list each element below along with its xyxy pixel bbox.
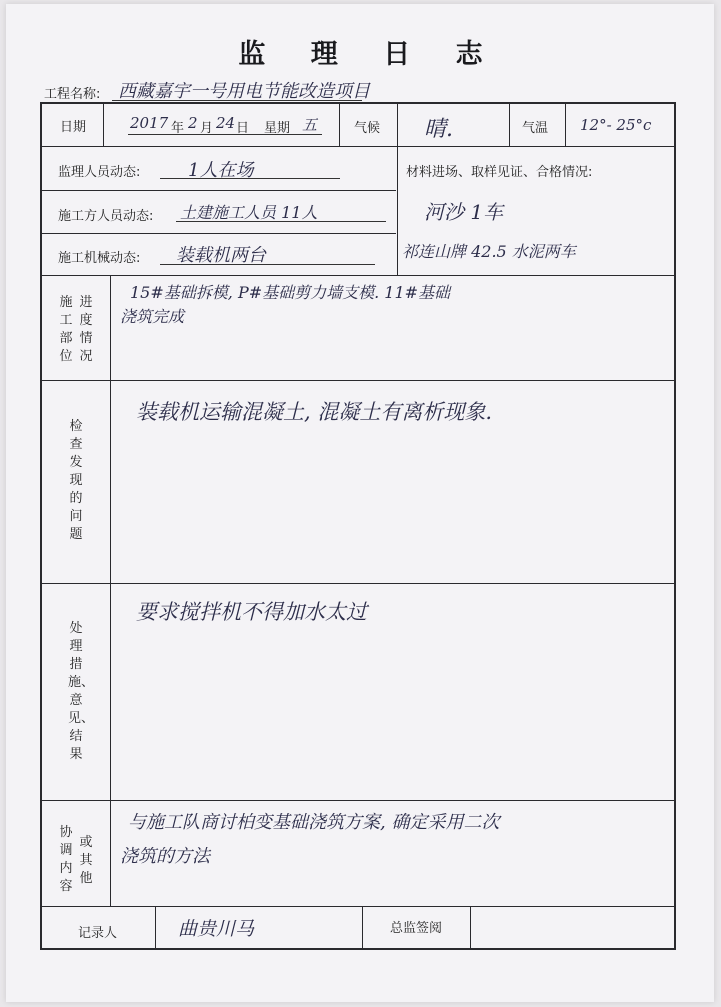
progress-line-2: 浇筑完成 [120,307,185,326]
recorder-label: 记录人 [78,926,118,941]
rule [40,380,676,381]
machinery-value: 装载机两台 [176,245,266,266]
project-name-value: 西藏嘉宇一号用电节能改造项目 [118,81,370,102]
rule [509,102,510,146]
supervisor-label: 监理人员动态: [58,165,141,180]
progress-label: 进度情况 [79,295,93,364]
month-unit: 月 [200,121,214,136]
project-name-label: 工程名称: [44,87,101,102]
rule [397,102,398,275]
rule [40,800,676,801]
issues-line-1: 装载机运输混凝土, 混凝土有离析现象. [136,400,493,424]
contractor-value: 土建施工人员 11人 [180,203,318,222]
measures-line-1: 要求搅拌机不得加水太过 [136,600,367,624]
rule [40,906,676,907]
weather-value: 晴. [424,117,453,142]
rule [470,906,471,950]
date-underline [128,134,322,135]
rule [339,102,340,146]
contractor-label: 施工方人员动态: [58,209,154,224]
temperature-value: 12°- 25°c [580,116,652,134]
project-name-underline [112,100,362,101]
materials-value-cement: 祁连山牌 42.5 水泥两车 [402,242,576,261]
weekday-value: 五 [302,116,318,134]
date-label: 日期 [60,120,87,135]
rule [362,906,363,950]
rule [40,275,676,276]
measures-label: 处理措施、意见、结果 [68,621,95,762]
materials-label: 材料进场、取样见证、合格情况: [406,165,593,180]
date-year: 2017 [130,114,169,132]
other-label: 或其他 [79,835,93,886]
coordination-line-2: 浇筑的方法 [120,846,210,867]
rule [565,102,566,146]
rule [40,233,396,234]
machinery-underline [160,264,375,265]
contractor-underline [176,221,386,222]
recorder-signature: 曲贵川马 [178,918,255,940]
rule [40,146,676,147]
coordination-line-1: 与施工队商讨柏变基础浇筑方案, 确定采用二次 [128,812,500,833]
issues-label: 检查发现的问题 [69,419,83,542]
year-unit: 年 [171,121,185,136]
rule [40,583,676,584]
date-day: 24 [216,114,236,132]
rule [40,190,396,191]
materials-value-sand: 河沙 1车 [424,200,504,224]
supervisor-value: 1人在场 [188,160,254,181]
page-title: 监 理 日 志 [238,39,501,70]
chief-supervisor-label: 总监签阅 [390,921,443,936]
rule [110,275,111,906]
temperature-label: 气温 [522,121,549,136]
weekday-label: 星期 [264,121,291,136]
machinery-label: 施工机械动态: [58,251,141,266]
coordination-label: 协调内容 [59,825,73,894]
weather-label: 气候 [354,121,381,136]
supervisor-underline [160,178,340,179]
progress-line-1: 15#基础拆模, P#基础剪力墙支模. 11#基础 [130,283,451,302]
construction-part-label: 施工部位 [59,295,73,364]
rule [103,102,104,146]
day-unit: 日 [236,121,250,136]
date-month: 2 [188,114,198,132]
rule [155,906,156,950]
